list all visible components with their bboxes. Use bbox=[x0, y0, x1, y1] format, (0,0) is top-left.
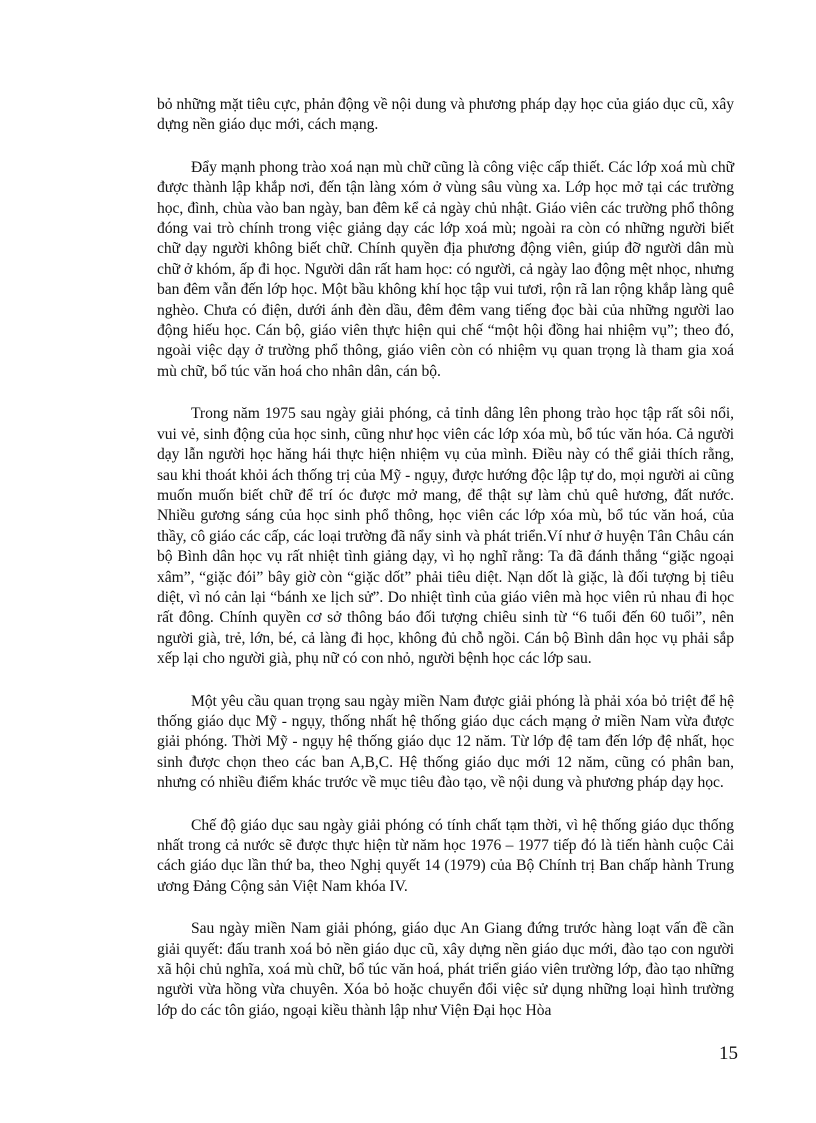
paragraph-1: bỏ những mặt tiêu cực, phản động về nội dung và phương pháp dạy học của giáo dục cũ, xây dựng nền giáo dục mới, cách mạng. bbox=[157, 96, 734, 134]
paragraph-3: Trong năm 1975 sau ngày giải phóng, cả tỉnh dâng lên phong trào học tập rất sôi nổi, vui vẻ, sinh động của học sinh, cũng như học viên các lớp xóa mù, bổ túc văn hóa. Cả người dạy lẫn người học hăng hái thực hiện nhiệm vụ của mình. Điều này có thể giải thích rằng, sau khi thoát khỏi ách thống trị của Mỹ - ngụy, được hướng độc lập tự do, mọi người ai cũng muốn muốn biết chữ để trí óc được mở mang, để thật sự làm chủ quê hương, đất nước. Nhiều gương sáng của học sinh phổ thông, học viên các lớp xóa mù, bổ túc văn hoá, của thầy, cô giáo các cấp, các loại trường đã nẩy sinh và phát triển.Ví như ở huyện Tân Châu cán bộ Bình dân học vụ rất nhiệt tình giảng dạy, vì họ nghĩ rằng: Ta đã đánh thắng “giặc ngoại xâm”, “giặc đói” bây giờ còn “giặc dốt” phải tiêu diệt. Nạn dốt là giặc, là đối tượng bị tiêu diệt, vì nó cản lại “bánh xe lịch sử”. Do nhiệt tình của giáo viên mà học viên rủ nhau đi học rất đông. Chính quyền cơ sở thông báo đối tượng chiêu sinh từ “6 tuổi đến 60 tuổi”, nên người già, trẻ, lớn, bé, cả làng đi học, không đủ chỗ ngồi. Cán bộ Bình dân học vụ phải sắp xếp lại cho người già, phụ nữ có con nhỏ, người bệnh học các lớp sau. bbox=[157, 405, 734, 668]
page-number: 15 bbox=[719, 1043, 738, 1064]
paragraph-6: Sau ngày miền Nam giải phóng, giáo dục An Giang đứng trước hàng loạt vấn đề cần giải quyết: đấu tranh xoá bỏ nền giáo dục cũ, xây dựng nền giáo dục mới, đào tạo con người xã hội chủ nghĩa, xoá mù chữ, bổ túc văn hoá, phát triển giáo viên trường lớp, đào tạo những người vừa hồng vừa chuyên. Xóa bỏ hoặc chuyển đổi việc sử dụng những loại hình trường lớp do các tôn giáo, ngoại kiều thành lập như Viện Đại học Hòa bbox=[157, 920, 734, 1019]
document-page bbox=[157, 95, 734, 1043]
paragraph-2: Đẩy mạnh phong trào xoá nạn mù chữ cũng là công việc cấp thiết. Các lớp xoá mù chữ được thành lập khắp nơi, đến tận làng xóm ở vùng sâu vùng xa. Lớp học mở tại các trường học, đình, chùa vào ban ngày, ban đêm kể cả ngày chủ nhật. Giáo viên các trường phổ thông đóng vai trò chính trong việc giảng dạy các lớp xoá mù; ngoài ra còn có những người biết chữ dạy người không biết chữ. Chính quyền địa phương động viên, giúp đỡ người dân mù chữ ở khóm, ấp đi học. Người dân rất ham học: có người, cả ngày lao động mệt nhọc, nhưng ban đêm vẫn đến lớp học. Một bầu không khí học tập vui tươi, rộn rã lan rộng khắp làng quê nghèo. Chưa có điện, dưới ánh đèn dầu, đêm đêm vang tiếng đọc bài của những người lao động hiếu học. Cán bộ, giáo viên thực hiện qui chế “một hội đồng hai nhiệm vụ”; theo đó, ngoài việc dạy ở trường phổ thông, giáo viên còn có nhiệm vụ quan trọng là tham gia xoá mù chữ, bổ túc văn hoá cho nhân dân, cán bộ. bbox=[157, 158, 734, 380]
paragraph-4: Một yêu cầu quan trọng sau ngày miền Nam được giải phóng là phải xóa bỏ triệt để hệ thống giáo dục Mỹ - ngụy, thống nhất hệ thống giáo dục cách mạng ở miền Nam vừa được giải phóng. Thời Mỹ - ngụy hệ thống giáo dục 12 năm. Từ lớp đệ tam đến lớp đệ nhất, học sinh được chọn theo các ban A,B,C. Hệ thống giáo dục mới 12 năm, cũng có phân ban, nhưng có nhiều điểm khác trước về mục tiêu đào tạo, về nội dung và phương pháp dạy học. bbox=[157, 692, 734, 792]
paragraph-5: Chế độ giáo dục sau ngày giải phóng có tính chất tạm thời, vì hệ thống giáo dục thống nhất trong cả nước sẽ được thực hiện từ năm học 1976 – 1977 tiếp đó là tiến hành cuộc Cải cách giáo dục lần thứ ba, theo Nghị quyết 14 (1979) của Bộ Chính trị Ban chấp hành Trung ương Đảng Cộng sản Việt Nam khóa IV. bbox=[157, 816, 734, 895]
